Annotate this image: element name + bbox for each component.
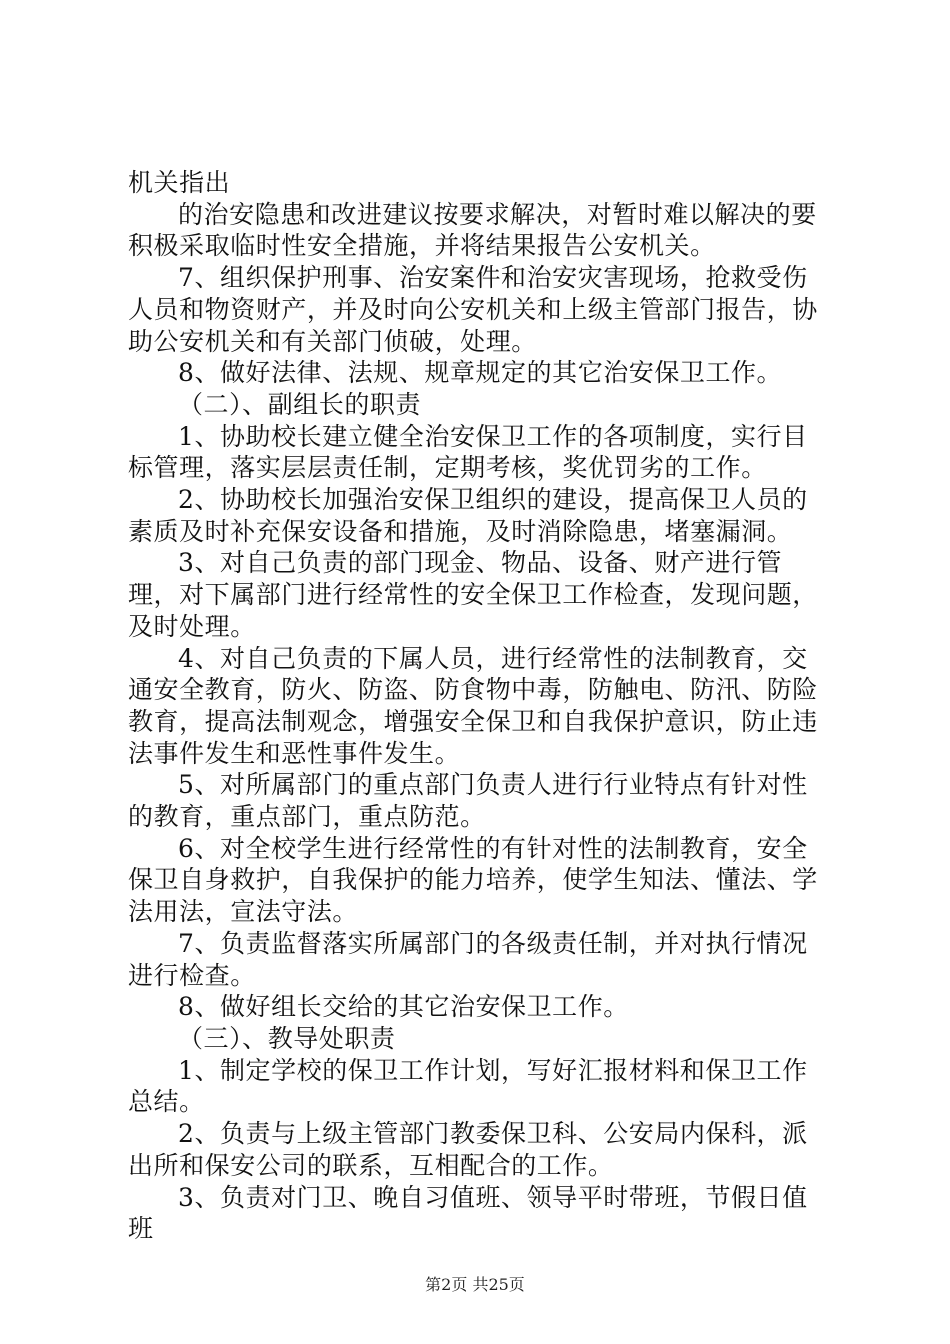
page-number-footer: 第2页 共25页 [425,1275,525,1294]
paragraph: 的治安隐患和改进建议按要求解决，对暂时难以解决的要积极采取临时性安全措施，并将结果报告公安机关。 [128,199,817,261]
paragraph: 8、做好组长交给的其它治安保卫工作。 [178,992,629,1022]
paragraph: 1、协助校长建立健全治安保卫工作的各项制度，实行目标管理，落实层层责任制，定期考核，奖优罚劣的工作。 [128,421,808,483]
paragraph: 8、做好法律、法规、规章规定的其它治安保卫工作。 [178,358,783,388]
section-heading: （二）、副组长的职责 [178,389,422,419]
paragraph: 7、负责监督落实所属部门的各级责任制，并对执行情况进行检查。 [128,928,808,990]
paragraph: 机关指出 [128,168,231,197]
paragraph: 3、负责对门卫、晚自习值班、领导平时带班，节假日值班 [128,1182,808,1244]
paragraph: 4、对自己负责的下属人员，进行经常性的法制教育，交通安全教育，防火、防盗、防食物中毒，防触电、防汛、防险教育，提高法制观念，增强安全保卫和自我保护意识，防止违法事件发生和恶性事件发生。 [128,643,818,768]
paragraph: 2、负责与上级主管部门教委保卫科、公安局内保科，派出所和保安公司的联系，互相配合的工作。 [128,1119,808,1180]
paragraph: 6、对全校学生进行经常性的有针对性的法制教育，安全保卫自身救护，自我保护的能力培养，使学生知法、懂法、学法用法，宣法守法。 [128,833,818,927]
paragraph: 7、组织保护刑事、治安案件和治安灾害现场，抢救受伤人员和物资财产，并及时向公安机关和上级主管部门报告，协助公安机关和有关部门侦破，处理。 [128,263,818,356]
section-heading: （三）、教导处职责 [178,1023,396,1053]
paragraph: 3、对自己负责的部门现金、物品、设备、财产进行管理，对下属部门进行经常性的安全保卫工作检查，发现问题，及时处理。 [128,548,818,641]
document-body [128,167,828,1245]
paragraph: 1、制定学校的保卫工作计划，写好汇报材料和保卫工作总结。 [128,1055,808,1117]
paragraph: 2、协助校长加强治安保卫组织的建设，提高保卫人员的素质及时补充保安设备和措施，及时消除隐患，堵塞漏洞。 [128,485,808,546]
paragraph: 5、对所属部门的重点部门负责人进行行业特点有针对性的教育，重点部门，重点防范。 [128,770,808,832]
